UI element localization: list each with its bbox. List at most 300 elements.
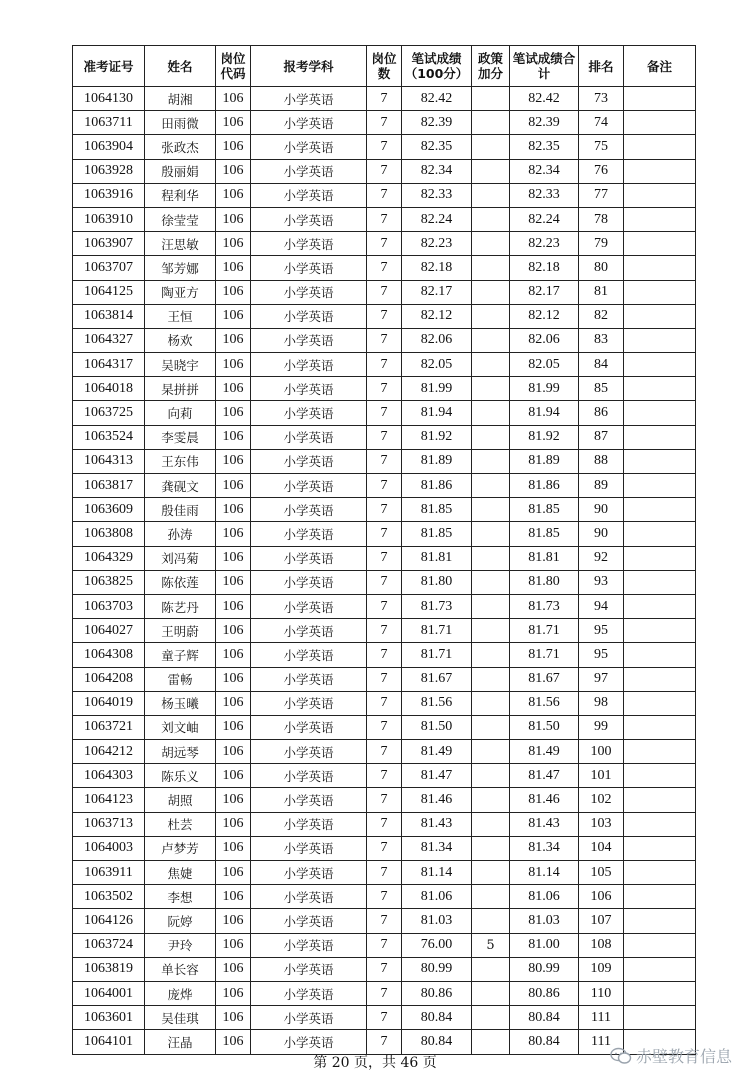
cell-seats: 7 <box>367 546 402 570</box>
cell-remark <box>624 643 696 667</box>
cell-subject: 小学英语 <box>251 909 367 933</box>
cell-total: 81.00 <box>510 933 579 957</box>
cell-bonus <box>472 715 510 739</box>
table-row <box>73 232 696 256</box>
cell-total: 82.34 <box>510 159 579 183</box>
table-row <box>73 570 696 594</box>
cell-subject: 小学英语 <box>251 546 367 570</box>
cell-id: 1064329 <box>73 546 145 570</box>
table-row <box>73 1006 696 1030</box>
cell-id: 1064001 <box>73 981 145 1005</box>
cell-score: 82.39 <box>402 111 472 135</box>
cell-code: 106 <box>216 619 251 643</box>
cell-remark <box>624 667 696 691</box>
cell-name: 杲拼拼 <box>145 377 216 401</box>
cell-total: 81.03 <box>510 909 579 933</box>
cell-subject: 小学英语 <box>251 885 367 909</box>
cell-id: 1063911 <box>73 861 145 885</box>
cell-total: 82.39 <box>510 111 579 135</box>
cell-id: 1063707 <box>73 256 145 280</box>
cell-score: 80.86 <box>402 981 472 1005</box>
cell-score: 81.43 <box>402 812 472 836</box>
table-row <box>73 111 696 135</box>
cell-total: 82.17 <box>510 280 579 304</box>
cell-id: 1064308 <box>73 643 145 667</box>
cell-remark <box>624 280 696 304</box>
cell-subject: 小学英语 <box>251 474 367 498</box>
cell-score: 81.94 <box>402 401 472 425</box>
cell-id: 1063825 <box>73 570 145 594</box>
cell-code: 106 <box>216 764 251 788</box>
cell-seats: 7 <box>367 522 402 546</box>
cell-rank: 110 <box>579 981 624 1005</box>
wechat-icon <box>610 1047 632 1065</box>
table-row <box>73 957 696 981</box>
cell-score: 82.18 <box>402 256 472 280</box>
cell-remark <box>624 933 696 957</box>
cell-rank: 103 <box>579 812 624 836</box>
cell-bonus <box>472 691 510 715</box>
cell-remark <box>624 256 696 280</box>
cell-rank: 75 <box>579 135 624 159</box>
cell-remark <box>624 207 696 231</box>
cell-id: 1063819 <box>73 957 145 981</box>
cell-code: 106 <box>216 885 251 909</box>
cell-rank: 78 <box>579 207 624 231</box>
cell-rank: 108 <box>579 933 624 957</box>
cell-code: 106 <box>216 740 251 764</box>
cell-bonus <box>472 885 510 909</box>
cell-code: 106 <box>216 425 251 449</box>
cell-bonus <box>472 159 510 183</box>
score-table <box>72 45 696 1055</box>
cell-bonus <box>472 1030 510 1054</box>
cell-name: 刘文岫 <box>145 715 216 739</box>
cell-remark <box>624 885 696 909</box>
cell-remark <box>624 111 696 135</box>
cell-bonus <box>472 401 510 425</box>
table-row <box>73 135 696 159</box>
cell-total: 81.46 <box>510 788 579 812</box>
cell-rank: 73 <box>579 87 624 111</box>
cell-total: 82.35 <box>510 135 579 159</box>
cell-bonus <box>472 232 510 256</box>
cell-subject: 小学英语 <box>251 522 367 546</box>
header-subject: 报考学科 <box>251 46 367 87</box>
cell-seats: 7 <box>367 643 402 667</box>
cell-code: 106 <box>216 643 251 667</box>
cell-subject: 小学英语 <box>251 570 367 594</box>
table-row <box>73 861 696 885</box>
table-row <box>73 401 696 425</box>
cell-rank: 92 <box>579 546 624 570</box>
cell-id: 1064027 <box>73 619 145 643</box>
cell-total: 80.84 <box>510 1006 579 1030</box>
cell-rank: 83 <box>579 328 624 352</box>
cell-subject: 小学英语 <box>251 957 367 981</box>
cell-name: 殷丽娟 <box>145 159 216 183</box>
cell-rank: 111 <box>579 1006 624 1030</box>
table-row <box>73 159 696 183</box>
cell-code: 106 <box>216 159 251 183</box>
cell-bonus <box>472 328 510 352</box>
cell-subject: 小学英语 <box>251 280 367 304</box>
cell-code: 106 <box>216 957 251 981</box>
cell-id: 1063808 <box>73 522 145 546</box>
cell-bonus <box>472 957 510 981</box>
cell-id: 1063814 <box>73 304 145 328</box>
cell-score: 82.06 <box>402 328 472 352</box>
cell-rank: 95 <box>579 643 624 667</box>
cell-bonus <box>472 1006 510 1030</box>
cell-name: 孙涛 <box>145 522 216 546</box>
cell-name: 汪思敏 <box>145 232 216 256</box>
cell-seats: 7 <box>367 764 402 788</box>
header-rank: 排名 <box>579 46 624 87</box>
cell-total: 81.94 <box>510 401 579 425</box>
table-row <box>73 667 696 691</box>
cell-total: 82.33 <box>510 183 579 207</box>
cell-name: 胡照 <box>145 788 216 812</box>
cell-bonus <box>472 474 510 498</box>
cell-name: 杨欢 <box>145 328 216 352</box>
cell-seats: 7 <box>367 933 402 957</box>
cell-seats: 7 <box>367 570 402 594</box>
cell-remark <box>624 449 696 473</box>
cell-id: 1064317 <box>73 353 145 377</box>
table-row <box>73 353 696 377</box>
cell-score: 81.56 <box>402 691 472 715</box>
cell-seats: 7 <box>367 474 402 498</box>
cell-rank: 86 <box>579 401 624 425</box>
cell-seats: 7 <box>367 885 402 909</box>
cell-total: 80.84 <box>510 1030 579 1054</box>
table-row <box>73 764 696 788</box>
cell-total: 82.05 <box>510 353 579 377</box>
cell-id: 1064212 <box>73 740 145 764</box>
cell-name: 杜芸 <box>145 812 216 836</box>
cell-id: 1064019 <box>73 691 145 715</box>
cell-total: 82.24 <box>510 207 579 231</box>
cell-remark <box>624 159 696 183</box>
cell-score: 82.33 <box>402 183 472 207</box>
cell-code: 106 <box>216 135 251 159</box>
cell-id: 1063721 <box>73 715 145 739</box>
cell-subject: 小学英语 <box>251 425 367 449</box>
cell-name: 雷畅 <box>145 667 216 691</box>
cell-bonus: 5 <box>472 933 510 957</box>
cell-rank: 100 <box>579 740 624 764</box>
cell-subject: 小学英语 <box>251 183 367 207</box>
cell-subject: 小学英语 <box>251 981 367 1005</box>
cell-seats: 7 <box>367 328 402 352</box>
cell-score: 82.12 <box>402 304 472 328</box>
cell-subject: 小学英语 <box>251 207 367 231</box>
header-total: 笔试成绩合计 <box>510 46 579 87</box>
table-row <box>73 619 696 643</box>
table-row <box>73 1030 696 1054</box>
cell-remark <box>624 232 696 256</box>
cell-name: 李雯晨 <box>145 425 216 449</box>
cell-code: 106 <box>216 788 251 812</box>
cell-total: 82.42 <box>510 87 579 111</box>
cell-seats: 7 <box>367 183 402 207</box>
cell-total: 81.73 <box>510 594 579 618</box>
cell-remark <box>624 498 696 522</box>
cell-id: 1063703 <box>73 594 145 618</box>
cell-subject: 小学英语 <box>251 304 367 328</box>
cell-bonus <box>472 111 510 135</box>
cell-code: 106 <box>216 401 251 425</box>
cell-name: 胡远琴 <box>145 740 216 764</box>
cell-score: 81.14 <box>402 861 472 885</box>
cell-bonus <box>472 764 510 788</box>
cell-name: 陶亚方 <box>145 280 216 304</box>
cell-subject: 小学英语 <box>251 135 367 159</box>
cell-seats: 7 <box>367 1030 402 1054</box>
cell-bonus <box>472 498 510 522</box>
cell-score: 80.84 <box>402 1030 472 1054</box>
cell-subject: 小学英语 <box>251 159 367 183</box>
table-row <box>73 377 696 401</box>
cell-code: 106 <box>216 498 251 522</box>
cell-seats: 7 <box>367 836 402 860</box>
cell-remark <box>624 788 696 812</box>
cell-score: 76.00 <box>402 933 472 957</box>
cell-bonus <box>472 570 510 594</box>
cell-name: 王恒 <box>145 304 216 328</box>
cell-seats: 7 <box>367 111 402 135</box>
cell-seats: 7 <box>367 740 402 764</box>
cell-subject: 小学英语 <box>251 401 367 425</box>
cell-name: 汪晶 <box>145 1030 216 1054</box>
cell-name: 吴晓宇 <box>145 353 216 377</box>
cell-score: 81.06 <box>402 885 472 909</box>
cell-remark <box>624 740 696 764</box>
cell-total: 81.85 <box>510 522 579 546</box>
cell-id: 1063904 <box>73 135 145 159</box>
cell-total: 81.81 <box>510 546 579 570</box>
cell-code: 106 <box>216 691 251 715</box>
cell-bonus <box>472 909 510 933</box>
header-bonus: 政策加分 <box>472 46 510 87</box>
cell-subject: 小学英语 <box>251 377 367 401</box>
cell-bonus <box>472 183 510 207</box>
cell-total: 80.99 <box>510 957 579 981</box>
cell-code: 106 <box>216 861 251 885</box>
cell-score: 81.85 <box>402 498 472 522</box>
cell-bonus <box>472 377 510 401</box>
cell-remark <box>624 353 696 377</box>
cell-subject: 小学英语 <box>251 594 367 618</box>
cell-rank: 97 <box>579 667 624 691</box>
cell-subject: 小学英语 <box>251 111 367 135</box>
cell-score: 82.05 <box>402 353 472 377</box>
cell-seats: 7 <box>367 812 402 836</box>
cell-bonus <box>472 353 510 377</box>
cell-score: 81.89 <box>402 449 472 473</box>
cell-total: 81.85 <box>510 498 579 522</box>
cell-score: 81.92 <box>402 425 472 449</box>
header-score: 笔试成绩（100分） <box>402 46 472 87</box>
cell-remark <box>624 546 696 570</box>
cell-subject: 小学英语 <box>251 256 367 280</box>
cell-subject: 小学英语 <box>251 1006 367 1030</box>
cell-subject: 小学英语 <box>251 764 367 788</box>
cell-subject: 小学英语 <box>251 812 367 836</box>
cell-seats: 7 <box>367 861 402 885</box>
cell-name: 王明蔚 <box>145 619 216 643</box>
cell-rank: 79 <box>579 232 624 256</box>
table-row <box>73 788 696 812</box>
header-remark: 备注 <box>624 46 696 87</box>
cell-bonus <box>472 981 510 1005</box>
cell-total: 82.12 <box>510 304 579 328</box>
cell-rank: 104 <box>579 836 624 860</box>
cell-remark <box>624 691 696 715</box>
cell-remark <box>624 304 696 328</box>
table-row <box>73 183 696 207</box>
cell-score: 82.17 <box>402 280 472 304</box>
cell-remark <box>624 836 696 860</box>
cell-id: 1063724 <box>73 933 145 957</box>
cell-seats: 7 <box>367 353 402 377</box>
cell-name: 张政杰 <box>145 135 216 159</box>
table-row <box>73 328 696 352</box>
cell-remark <box>624 619 696 643</box>
cell-subject: 小学英语 <box>251 232 367 256</box>
cell-score: 81.81 <box>402 546 472 570</box>
cell-id: 1064208 <box>73 667 145 691</box>
cell-bonus <box>472 812 510 836</box>
cell-id: 1063817 <box>73 474 145 498</box>
cell-seats: 7 <box>367 401 402 425</box>
cell-id: 1063910 <box>73 207 145 231</box>
cell-id: 1063524 <box>73 425 145 449</box>
cell-remark <box>624 909 696 933</box>
cell-rank: 98 <box>579 691 624 715</box>
cell-total: 81.56 <box>510 691 579 715</box>
cell-rank: 101 <box>579 764 624 788</box>
cell-subject: 小学英语 <box>251 353 367 377</box>
cell-name: 李想 <box>145 885 216 909</box>
cell-total: 81.92 <box>510 425 579 449</box>
cell-rank: 85 <box>579 377 624 401</box>
cell-seats: 7 <box>367 207 402 231</box>
cell-bonus <box>472 861 510 885</box>
cell-id: 1063907 <box>73 232 145 256</box>
cell-rank: 80 <box>579 256 624 280</box>
cell-subject: 小学英语 <box>251 619 367 643</box>
watermark <box>610 1044 732 1067</box>
cell-name: 阮婷 <box>145 909 216 933</box>
cell-bonus <box>472 449 510 473</box>
header-name: 姓名 <box>145 46 216 87</box>
table-row <box>73 304 696 328</box>
cell-remark <box>624 981 696 1005</box>
cell-rank: 82 <box>579 304 624 328</box>
cell-remark <box>624 474 696 498</box>
cell-name: 单长容 <box>145 957 216 981</box>
table-row <box>73 691 696 715</box>
cell-code: 106 <box>216 87 251 111</box>
cell-subject: 小学英语 <box>251 449 367 473</box>
cell-bonus <box>472 207 510 231</box>
cell-total: 81.99 <box>510 377 579 401</box>
cell-code: 106 <box>216 1030 251 1054</box>
table-row <box>73 643 696 667</box>
cell-bonus <box>472 740 510 764</box>
table-row <box>73 933 696 957</box>
cell-total: 81.34 <box>510 836 579 860</box>
cell-score: 81.86 <box>402 474 472 498</box>
cell-seats: 7 <box>367 715 402 739</box>
cell-total: 81.71 <box>510 643 579 667</box>
cell-score: 81.49 <box>402 740 472 764</box>
cell-id: 1063609 <box>73 498 145 522</box>
cell-id: 1063601 <box>73 1006 145 1030</box>
cell-name: 杨玉曦 <box>145 691 216 715</box>
cell-rank: 99 <box>579 715 624 739</box>
cell-remark <box>624 183 696 207</box>
cell-remark <box>624 570 696 594</box>
cell-seats: 7 <box>367 304 402 328</box>
cell-bonus <box>472 522 510 546</box>
cell-code: 106 <box>216 715 251 739</box>
cell-remark <box>624 957 696 981</box>
cell-total: 82.23 <box>510 232 579 256</box>
cell-name: 王东伟 <box>145 449 216 473</box>
cell-bonus <box>472 594 510 618</box>
cell-seats: 7 <box>367 87 402 111</box>
cell-seats: 7 <box>367 667 402 691</box>
cell-total: 81.49 <box>510 740 579 764</box>
cell-remark <box>624 377 696 401</box>
cell-score: 82.23 <box>402 232 472 256</box>
cell-seats: 7 <box>367 957 402 981</box>
table-row <box>73 836 696 860</box>
cell-seats: 7 <box>367 1006 402 1030</box>
cell-score: 80.84 <box>402 1006 472 1030</box>
cell-score: 81.85 <box>402 522 472 546</box>
cell-remark <box>624 594 696 618</box>
cell-name: 龚砚文 <box>145 474 216 498</box>
table-row <box>73 594 696 618</box>
cell-remark <box>624 135 696 159</box>
cell-code: 106 <box>216 183 251 207</box>
cell-subject: 小学英语 <box>251 1030 367 1054</box>
cell-code: 106 <box>216 256 251 280</box>
table-row <box>73 522 696 546</box>
cell-total: 82.06 <box>510 328 579 352</box>
cell-id: 1064327 <box>73 328 145 352</box>
cell-name: 庞烨 <box>145 981 216 1005</box>
cell-total: 81.71 <box>510 619 579 643</box>
cell-remark <box>624 401 696 425</box>
cell-score: 82.24 <box>402 207 472 231</box>
cell-bonus <box>472 256 510 280</box>
table-body <box>73 87 696 1055</box>
table-row <box>73 425 696 449</box>
cell-name: 陈乐义 <box>145 764 216 788</box>
header-row <box>73 46 696 87</box>
cell-rank: 90 <box>579 498 624 522</box>
cell-code: 106 <box>216 909 251 933</box>
cell-subject: 小学英语 <box>251 740 367 764</box>
cell-seats: 7 <box>367 909 402 933</box>
cell-seats: 7 <box>367 256 402 280</box>
table-row <box>73 715 696 739</box>
